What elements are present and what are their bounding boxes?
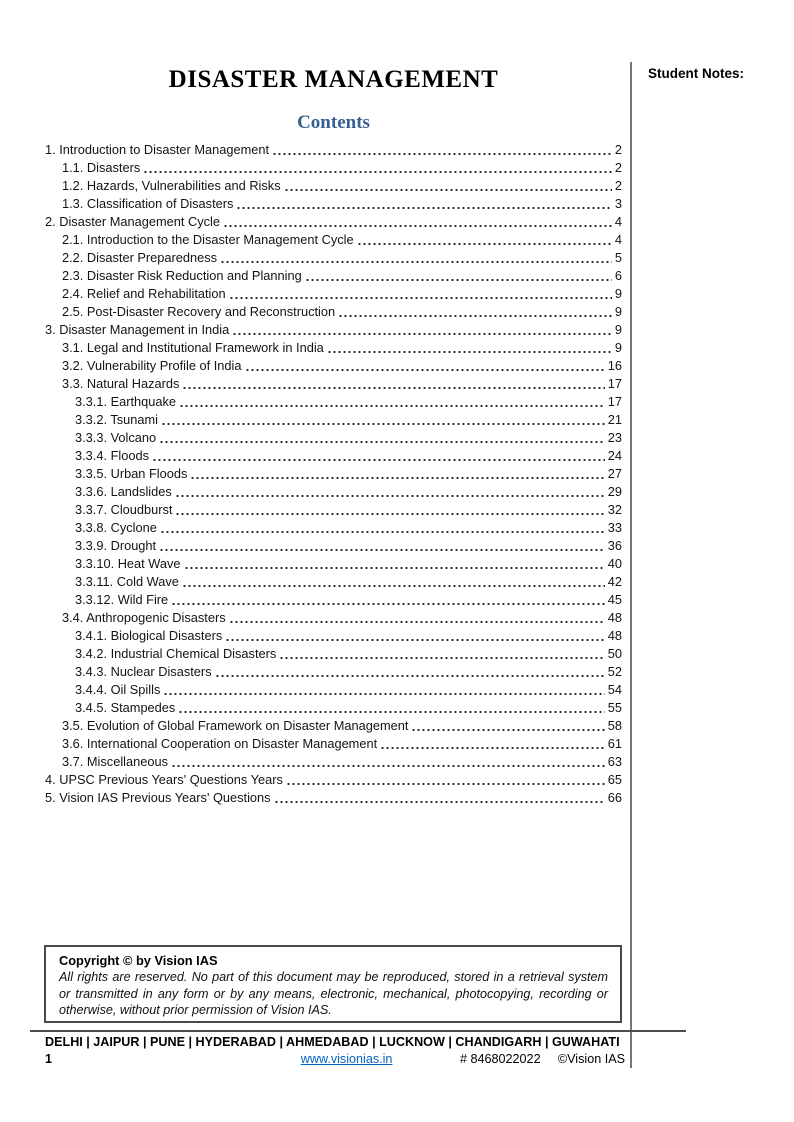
toc-dot-leader: [272, 152, 612, 156]
toc-entry: [45, 195, 622, 213]
toc-entry-label: 3.3.2. Tsunami: [75, 412, 158, 427]
toc-entry-page: 21: [607, 412, 622, 427]
toc-entry-page: 2: [614, 178, 622, 193]
toc-entry-label: 3.4. Anthropogenic Disasters: [62, 610, 226, 625]
toc-entry-page: 23: [607, 430, 622, 445]
toc-dot-leader: [279, 656, 604, 660]
toc-dot-leader: [274, 800, 605, 804]
toc-entry: [45, 159, 622, 177]
toc-entry-label: 3.1. Legal and Institutional Framework in India: [62, 340, 324, 355]
toc-entry: [45, 375, 622, 393]
toc-entry-label: 4. UPSC Previous Years' Questions Years: [45, 772, 283, 787]
toc-entry-page: 45: [607, 592, 622, 607]
toc-dot-leader: [229, 620, 605, 624]
toc-dot-leader: [160, 530, 605, 534]
student-notes-label: Student Notes:: [648, 66, 744, 81]
toc-entry-page: 2: [614, 142, 622, 157]
toc-dot-leader: [182, 584, 605, 588]
toc-entry: [45, 411, 622, 429]
toc-entry-page: 17: [607, 394, 622, 409]
toc-entry-page: 3: [614, 196, 622, 211]
toc-entry-label: 1.3. Classification of Disasters: [62, 196, 234, 211]
toc-entry: [45, 627, 622, 645]
toc-entry: [45, 141, 622, 159]
toc-entry: [45, 753, 622, 771]
toc-dot-leader: [184, 566, 605, 570]
toc-entry: [45, 591, 622, 609]
toc-entry-page: 65: [607, 772, 622, 787]
toc-entry-label: 3.3.7. Cloudburst: [75, 502, 173, 517]
toc-dot-leader: [284, 188, 612, 192]
toc-dot-leader: [411, 728, 604, 732]
toc-entry: [45, 699, 622, 717]
toc-entry-label: 2.4. Relief and Rehabilitation: [62, 286, 226, 301]
notes-column-divider: [630, 62, 632, 1068]
toc-dot-leader: [220, 260, 612, 264]
toc-entry: [45, 393, 622, 411]
toc-entry-label: 3.3.4. Floods: [75, 448, 149, 463]
toc-entry: [45, 555, 622, 573]
toc-entry-page: 50: [607, 646, 622, 661]
toc-entry: [45, 789, 622, 807]
toc-entry: [45, 213, 622, 231]
toc-entry-page: 42: [607, 574, 622, 589]
toc-entry-page: 66: [607, 790, 622, 805]
toc-entry: [45, 501, 622, 519]
toc-list: [45, 141, 622, 807]
footer-cities: DELHI | JAIPUR | PUNE | HYDERABAD | AHMEDABAD | LUCKNOW | CHANDIGARH | GUWAHATI: [45, 1035, 620, 1049]
toc-entry-page: 29: [607, 484, 622, 499]
toc-dot-leader: [236, 206, 611, 210]
toc-entry-page: 58: [607, 718, 622, 733]
toc-dot-leader: [357, 242, 612, 246]
toc-dot-leader: [380, 746, 605, 750]
toc-entry-label: 5. Vision IAS Previous Years' Questions: [45, 790, 271, 805]
toc-entry: [45, 663, 622, 681]
toc-entry-label: 3.3.6. Landslides: [75, 484, 172, 499]
toc-entry: [45, 285, 622, 303]
toc-entry: [45, 321, 622, 339]
footer-divider: [30, 1030, 686, 1032]
toc-entry: [45, 249, 622, 267]
toc-entry-page: 54: [607, 682, 622, 697]
copyright-body: All rights are reserved. No part of this document may be reproduced, stored in a retrieval system or transmitted in any form or by any means, electronic, mechanical, photocopying, recording or otherwise, without prior permission of Vision IAS.: [59, 970, 608, 1018]
toc-entry-page: 36: [607, 538, 622, 553]
toc-dot-leader: [161, 422, 605, 426]
toc-dot-leader: [223, 224, 612, 228]
toc-dot-leader: [178, 710, 604, 714]
toc-dot-leader: [245, 368, 605, 372]
toc-entry-label: 1. Introduction to Disaster Management: [45, 142, 270, 157]
content-column: [45, 0, 622, 807]
website-link[interactable]: www.visionias.in: [300, 1052, 393, 1066]
page-number: 1: [45, 1052, 53, 1066]
toc-entry-label: 3.4.3. Nuclear Disasters: [75, 664, 212, 679]
toc-entry: [45, 771, 622, 789]
toc-entry: [45, 735, 622, 753]
toc-entry-page: 33: [607, 520, 622, 535]
toc-entry-label: 3.5. Evolution of Global Framework on Disaster Management: [62, 718, 409, 733]
toc-entry-page: 48: [607, 628, 622, 643]
toc-dot-leader: [175, 494, 605, 498]
toc-entry-page: 4: [614, 232, 622, 247]
toc-dot-leader: [143, 170, 612, 174]
contact-phone: # 8468022022: [460, 1052, 541, 1066]
footer-copyright: ©Vision IAS: [557, 1052, 625, 1066]
toc-entry-label: 2. Disaster Management Cycle: [45, 214, 220, 229]
toc-entry: [45, 429, 622, 447]
toc-dot-leader: [179, 404, 605, 408]
toc-entry-label: 3. Disaster Management in India: [45, 322, 230, 337]
toc-entry: [45, 717, 622, 735]
toc-entry-label: 2.3. Disaster Risk Reduction and Planning: [62, 268, 302, 283]
toc-dot-leader: [182, 386, 604, 390]
toc-dot-leader: [232, 332, 612, 336]
toc-entry-page: 9: [614, 340, 622, 355]
toc-dot-leader: [159, 548, 605, 552]
toc-entry: [45, 357, 622, 375]
toc-entry-page: 27: [607, 466, 622, 481]
toc-entry: [45, 645, 622, 663]
toc-entry-label: 3.4.2. Industrial Chemical Disasters: [75, 646, 277, 661]
toc-entry-page: 40: [607, 556, 622, 571]
toc-dot-leader: [152, 458, 605, 462]
toc-entry: [45, 465, 622, 483]
toc-dot-leader: [171, 764, 605, 768]
toc-dot-leader: [175, 512, 604, 516]
toc-entry-label: 3.6. International Cooperation on Disaster Management: [62, 736, 378, 751]
toc-entry-page: 16: [607, 358, 622, 373]
copyright-box: [44, 945, 622, 1023]
toc-entry-label: 3.3.10. Heat Wave: [75, 556, 181, 571]
toc-entry-page: 9: [614, 304, 622, 319]
toc-entry-page: 48: [607, 610, 622, 625]
toc-entry-label: 2.5. Post-Disaster Recovery and Reconstruction: [62, 304, 336, 319]
toc-entry-page: 9: [614, 286, 622, 301]
toc-entry-page: 6: [614, 268, 622, 283]
toc-entry-page: 61: [607, 736, 622, 751]
toc-dot-leader: [190, 476, 604, 480]
toc-entry-label: 3.3.11. Cold Wave: [75, 574, 179, 589]
toc-entry-label: 3.4.4. Oil Spills: [75, 682, 161, 697]
toc-entry: [45, 303, 622, 321]
toc-entry: [45, 267, 622, 285]
toc-entry-label: 3.4.5. Stampedes: [75, 700, 176, 715]
toc-entry-label: 3.4.1. Biological Disasters: [75, 628, 223, 643]
footer-row: [45, 1052, 625, 1068]
toc-entry: [45, 519, 622, 537]
toc-entry-label: 2.2. Disaster Preparedness: [62, 250, 218, 265]
contents-heading: Contents: [297, 112, 370, 133]
toc-dot-leader: [305, 278, 612, 282]
toc-entry-page: 52: [607, 664, 622, 679]
toc-entry-page: 17: [607, 376, 622, 391]
toc-entry-label: 3.7. Miscellaneous: [62, 754, 168, 769]
toc-entry-page: 2: [614, 160, 622, 175]
toc-dot-leader: [327, 350, 612, 354]
toc-entry-page: 9: [614, 322, 622, 337]
toc-entry: [45, 177, 622, 195]
toc-entry-label: 3.3.5. Urban Floods: [75, 466, 188, 481]
toc-entry-label: 3.2. Vulnerability Profile of India: [62, 358, 242, 373]
toc-entry-label: 3.3.3. Volcano: [75, 430, 157, 445]
toc-entry-label: 3.3.8. Cyclone: [75, 520, 157, 535]
toc-entry-label: 3.3.1. Earthquake: [75, 394, 177, 409]
toc-entry-label: 2.1. Introduction to the Disaster Management Cycle: [62, 232, 354, 247]
toc-entry-label: 1.2. Hazards, Vulnerabilities and Risks: [62, 178, 281, 193]
toc-dot-leader: [229, 296, 612, 300]
toc-entry-page: 55: [607, 700, 622, 715]
toc-dot-leader: [159, 440, 605, 444]
document-title: DISASTER MANAGEMENT: [168, 66, 499, 93]
toc-entry-label: 3.3. Natural Hazards: [62, 376, 180, 391]
toc-entry: [45, 483, 622, 501]
toc-entry-page: 63: [607, 754, 622, 769]
toc-entry-label: 1.1. Disasters: [62, 160, 141, 175]
toc-dot-leader: [163, 692, 604, 696]
toc-dot-leader: [215, 674, 605, 678]
toc-entry-page: 24: [607, 448, 622, 463]
toc-dot-leader: [225, 638, 605, 642]
copyright-title: Copyright © by Vision IAS: [59, 953, 218, 968]
toc-entry-label: 3.3.12. Wild Fire: [75, 592, 169, 607]
toc-entry-page: 32: [607, 502, 622, 517]
toc-entry: [45, 231, 622, 249]
toc-entry-page: 5: [614, 250, 622, 265]
toc-entry: [45, 339, 622, 357]
toc-dot-leader: [171, 602, 605, 606]
toc-entry: [45, 609, 622, 627]
toc-entry: [45, 681, 622, 699]
toc-entry: [45, 573, 622, 591]
toc-entry-page: 4: [614, 214, 622, 229]
toc-dot-leader: [338, 314, 612, 318]
toc-entry: [45, 537, 622, 555]
toc-entry: [45, 447, 622, 465]
toc-dot-leader: [286, 782, 605, 786]
toc-entry-label: 3.3.9. Drought: [75, 538, 157, 553]
